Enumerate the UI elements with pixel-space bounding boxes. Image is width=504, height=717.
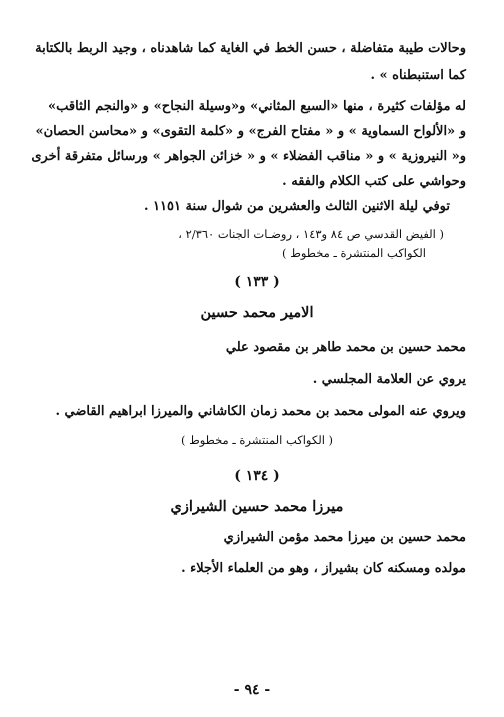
citation-1-line-2: الكواكب المنتشرة ـ مخطوط ) xyxy=(282,246,426,260)
entry-133-number: ( ١٣٣ ) xyxy=(234,274,280,290)
citation-1 xyxy=(48,226,466,261)
entry-133-line-3: ويروي عنه المولى محمد بن محمد زمان الكاشاني والميرزا ابراهيم القاضي . xyxy=(55,404,466,419)
citation-1-line-1: ( الفيض القدسي ص ٨٤ و١٤٣ ، روضـات الجنات ٢/٣٦٠ ، xyxy=(178,227,444,241)
entry-133 xyxy=(48,274,466,448)
page-number: - ٩٤ - xyxy=(233,682,271,698)
death-date-line: توفي ليلة الاثنين الثالث والعشرين من شوال سنة ١١٥١ . xyxy=(143,199,450,214)
page-body xyxy=(31,40,466,577)
paragraph-2-line-3: و« النيروزية » و « مناقب الفضلاء » و « خزائن الجواهر » ورسائل متفرقة أخرى xyxy=(31,149,466,164)
entry-134 xyxy=(48,468,466,577)
entry-134-number: ( ١٣٤ ) xyxy=(234,468,280,484)
entry-133-title: الامير محمد حسين xyxy=(200,304,314,321)
paragraph-2-line-4: وحواشي على كتب الكلام والفقه . xyxy=(282,174,466,189)
entry-133-citation: ( الكواكب المنتشرة ـ مخطوط ) xyxy=(180,433,334,447)
entry-133-line-1: محمد حسين بن محمد طاهر بن مقصود علي xyxy=(225,340,466,355)
paragraph-1-line-2: كما استنبطناه » . xyxy=(370,68,466,83)
entry-134-title: ميرزا محمد حسين الشيرازي xyxy=(170,498,344,515)
paragraph-1 xyxy=(35,40,466,84)
paragraph-2 xyxy=(31,98,466,190)
entry-133-line-2: يروي عن العلامة المجلسي . xyxy=(312,372,466,387)
paragraph-2-line-1: له مؤلفات كثيرة ، منها «السبع المثاني» و«وسيلة النجاح» و «والنجم الثاقب» xyxy=(48,99,466,114)
entry-134-line-1: محمد حسين بن ميرزا محمد مؤمن الشيرازي xyxy=(223,530,466,545)
paragraph-1-line-1: وحالات طيبة متفاضلة ، حسن الخط في الغاية كما شاهدناه ، وجيد الربط بالكتابة xyxy=(35,41,466,56)
entry-134-line-2: مولده ومسكنه كان بشيراز ، وهو من العلماء الأجلاء . xyxy=(181,561,466,576)
paragraph-2-line-2: و «الألواح السماوية » و « مفتاح الفرج» و «كلمة التقوى» و «محاسن الحصان» xyxy=(35,124,466,139)
